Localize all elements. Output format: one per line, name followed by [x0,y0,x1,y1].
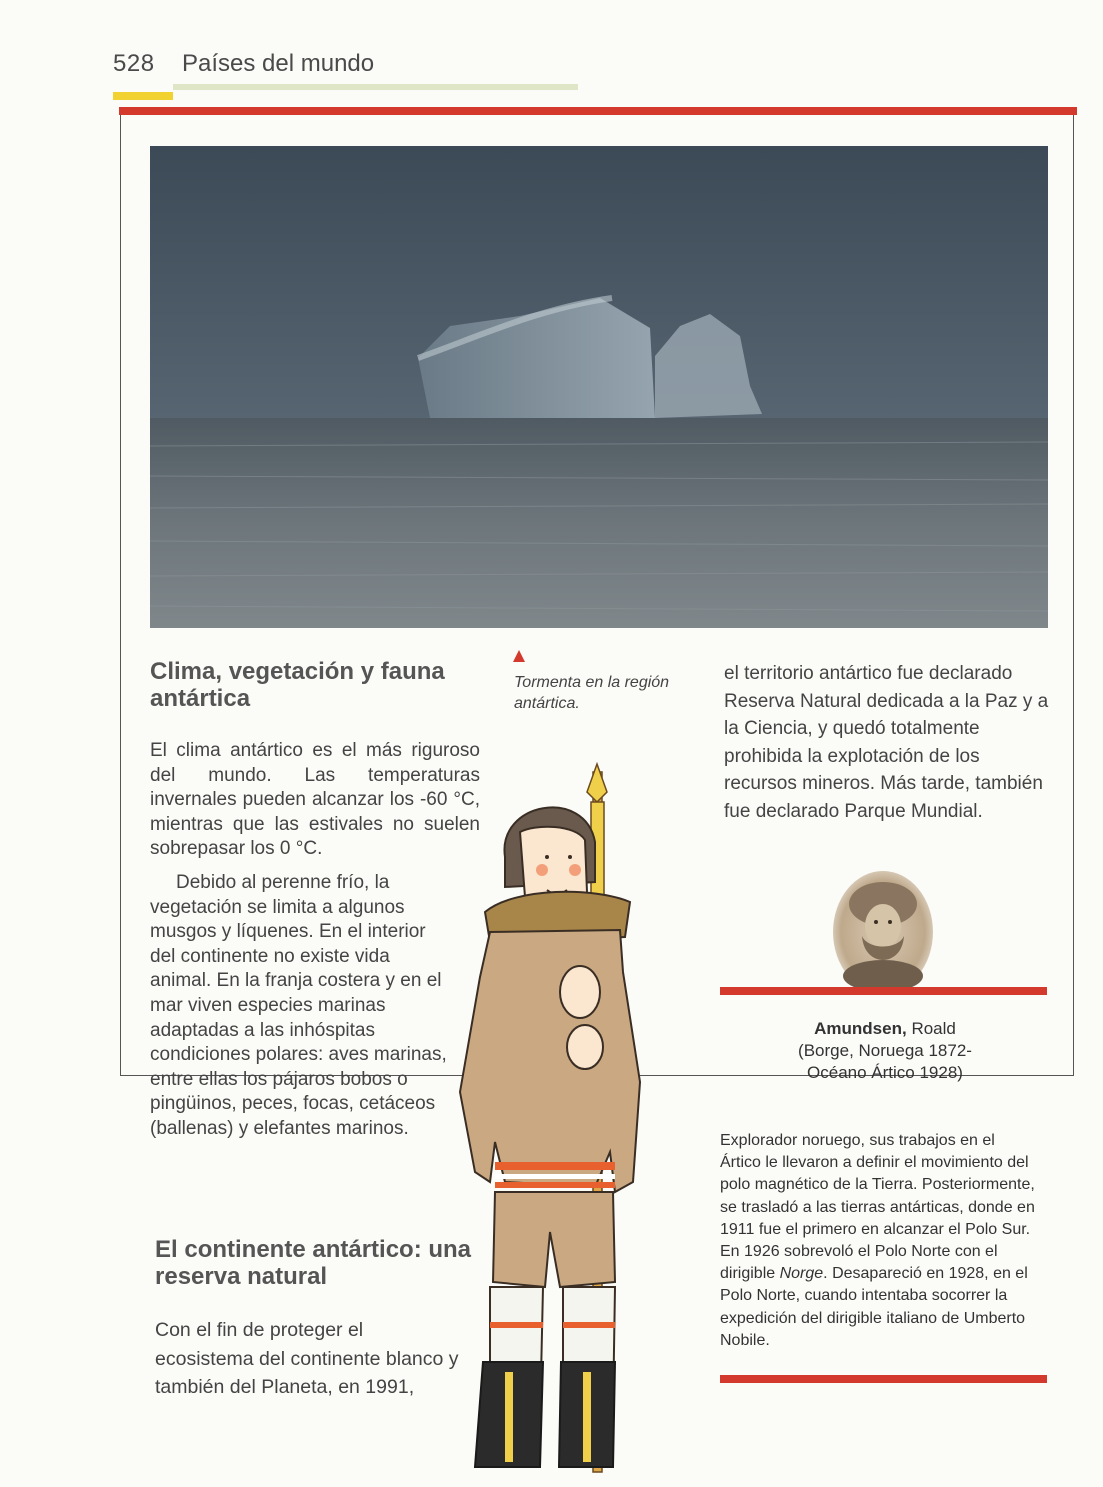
paragraph-clima: El clima antártico es el más riguroso del mundo. Las temperaturas invernales pueden alcanzar los -60 °C, mientras que las estivales no suelen sobrepasar los 0 °C. [150,740,480,860]
caption-pointer-icon [513,650,525,662]
bio-text [720,1130,1038,1352]
section-title: Países del mundo [182,50,375,77]
header-rule [173,84,578,90]
paragraph-vegetacion: Debido al perenne frío, la vegetación se limita a algunos musgos y líquenes. En el interior del continente no existe vida animal. En la franja costera y en el mar viven especies marinas adaptadas a las inhóspitas condiciones polares: aves marinas, entre ellas los pájaros bobos o pingüinos, peces, focas, cetáceos (ballenas) y elefantes marinos. [150,872,447,1139]
bio-text-part2: . Desapareció en 1928, en el Polo Norte, cuando intentaba socorrer la expedición del dirigible italiano de Umberto Nobile. [720,1265,1028,1349]
frame-top-bar [119,107,1077,115]
bio-bottom-bar [720,1375,1047,1383]
heading-clima: Clima, vegetación y fauna antártica [150,658,445,712]
paragraph-reserva: el territorio antártico fue declarado Reserva Natural dedicada a la Paz y a la Ciencia, y quedó totalmente prohibida la explotación de los recursos mineros. Más tarde, también fue declarado Parque Mundial. [724,663,1049,822]
bio-death: Océano Ártico 1928) [807,1063,963,1082]
page-number: 528 [113,50,155,77]
bio-text-italic: Norge [779,1265,824,1283]
photo-caption: Tormenta en la región antártica. [514,674,670,712]
bio-given-name: Roald [911,1019,956,1038]
amundsen-portrait [832,870,934,994]
bio-text-part1: Explorador noruego, sus trabajos en el Ártico le llevaron a definir el movimiento del polo magnético de la Tierra. Posteriormente, se trasladó a las tierras antárticas, donde en 1911 fue el primero en alcanzar el Polo Sur. En 1926 sobrevoló el Polo Norte con el dirigible [720,1132,1035,1283]
bio-surname: Amundsen, [814,1019,907,1038]
heading-continente: El continente antártico: una reserva natural [155,1236,472,1290]
inuit-child-illustration [435,762,650,1484]
paragraph-continente: Con el fin de proteger el ecosistema del continente blanco y también del Planeta, en 1991, [155,1319,459,1398]
bio-heading [740,1018,1030,1084]
bio-top-bar [720,987,1047,995]
bio-birth: (Borge, Noruega 1872- [798,1041,972,1060]
iceberg-photo [150,146,1048,628]
header-accent [113,92,173,100]
